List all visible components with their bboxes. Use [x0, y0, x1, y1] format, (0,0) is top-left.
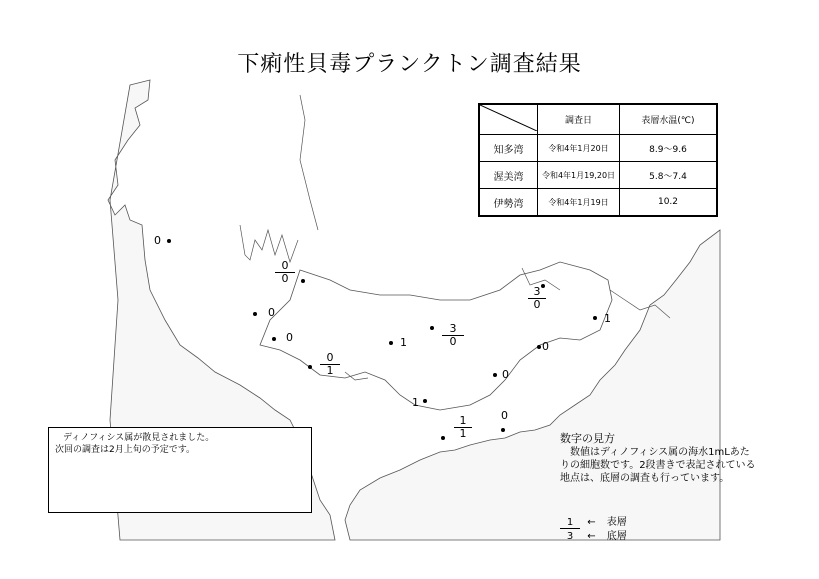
- table-row: [479, 189, 717, 217]
- legend-surface-value: 1: [560, 517, 580, 529]
- station-marker: [593, 316, 597, 320]
- legend-heading: 数字の見方: [560, 432, 615, 445]
- temp-cell: 5.8～7.4: [620, 162, 718, 189]
- station-value: 0: [502, 368, 509, 381]
- station-fraction: [454, 415, 472, 440]
- surface-value: 1: [454, 415, 472, 428]
- legend-arrow: ←: [587, 517, 596, 528]
- note-line: ディノフィシス属が散見されました。: [63, 433, 215, 443]
- area-cell: 渥美湾: [479, 162, 538, 189]
- station-value: 0: [154, 234, 161, 247]
- table-row: [479, 162, 717, 189]
- surface-value: 0: [275, 260, 295, 273]
- station-marker: [272, 337, 276, 341]
- station-marker: [253, 312, 257, 316]
- note-line: 次回の調査は2月上旬の予定です。: [55, 445, 196, 455]
- station-value: 0: [501, 409, 508, 422]
- header-date: 調査日: [538, 104, 620, 135]
- date-cell: 令和4年1月19日: [538, 189, 620, 217]
- header-temp: 表層水温(℃): [620, 104, 718, 135]
- table-corner-cell: [479, 104, 538, 135]
- station-marker: [389, 341, 393, 345]
- station-fraction: [528, 286, 546, 311]
- station-marker: [423, 399, 427, 403]
- date-cell: 令和4年1月19,20日: [538, 162, 620, 189]
- station-marker: [308, 365, 312, 369]
- station-value: 1: [400, 336, 407, 349]
- legend-surface-label: 表層: [606, 517, 627, 528]
- area-cell: 伊勢湾: [479, 189, 538, 217]
- station-marker: [541, 284, 545, 288]
- area-cell: 知多湾: [479, 135, 538, 162]
- page-title: 下痢性貝毒プランクトン調査結果: [237, 52, 582, 77]
- bottom-value: 1: [459, 427, 467, 440]
- bottom-value: 1: [326, 364, 334, 377]
- station-marker: [537, 345, 541, 349]
- station-value: 0: [286, 331, 293, 344]
- table-row: [479, 135, 717, 162]
- bottom-value: 0: [533, 298, 541, 311]
- station-value: 1: [412, 396, 419, 409]
- water-temperature-table: [478, 103, 718, 217]
- station-value: 1: [604, 312, 611, 325]
- surface-value: 0: [320, 352, 340, 365]
- legend-arrow: ←: [587, 531, 596, 542]
- surface-value: 3: [528, 286, 546, 299]
- table-header-row: [479, 104, 717, 135]
- station-marker: [167, 239, 171, 243]
- station-marker: [493, 373, 497, 377]
- station-fraction: [275, 260, 295, 285]
- station-marker: [501, 428, 505, 432]
- legend-body: 数値はディノフィシス属の海水1mLあたりの細胞数です。2段書きで表記されている地点は、底層の調査も行っています。: [560, 447, 756, 484]
- station-marker: [430, 326, 434, 330]
- station-value: 0: [268, 306, 275, 319]
- legend-bottom-label: 底層: [606, 531, 627, 542]
- legend-bottom-value: 3: [566, 531, 574, 542]
- diagonal-line: [480, 105, 537, 131]
- station-fraction: [320, 352, 340, 377]
- date-cell: 令和4年1月20日: [538, 135, 620, 162]
- station-marker: [441, 436, 445, 440]
- note-box: [48, 427, 312, 513]
- surface-value: 3: [442, 323, 464, 336]
- bottom-value: 0: [449, 335, 457, 348]
- temp-cell: 8.9～9.6: [620, 135, 718, 162]
- station-value: 0: [542, 340, 549, 353]
- bottom-value: 0: [281, 272, 289, 285]
- legend-bottom-row: [560, 527, 627, 542]
- station-fraction: [442, 323, 464, 348]
- temp-cell: 10.2: [620, 189, 718, 217]
- station-marker: [301, 279, 305, 283]
- legend: [560, 432, 760, 485]
